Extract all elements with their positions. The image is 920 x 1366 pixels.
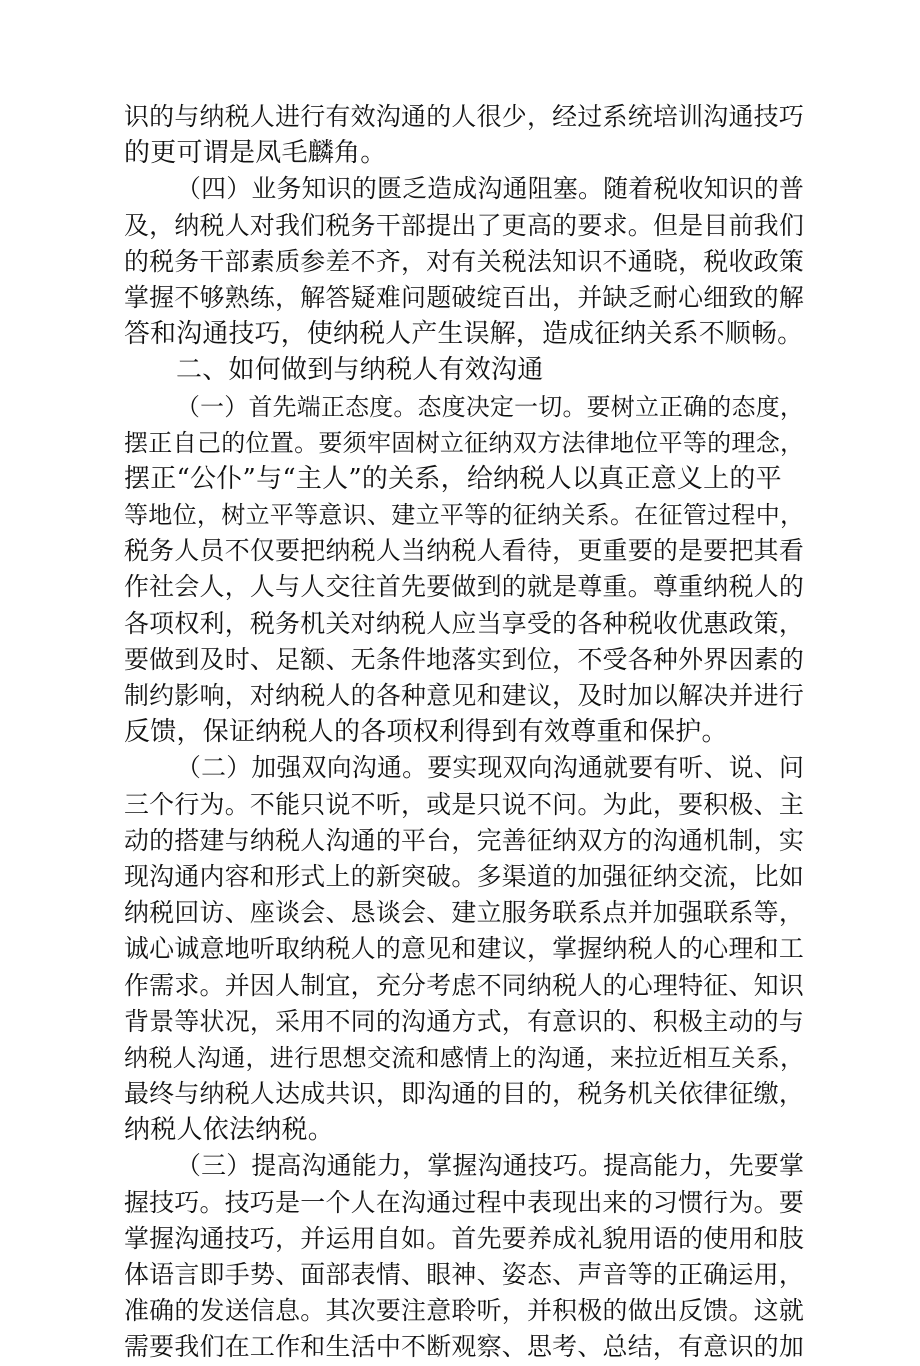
text-line: 诚心诚意地听取纳税人的意见和建议，掌握纳税人的心理和工 xyxy=(124,934,805,964)
text-line: 的更可谓是凤毛麟角。 xyxy=(124,138,387,169)
text-line: 识的与纳税人进行有效沟通的人很少，经过系统培训沟通技巧 xyxy=(124,102,805,131)
text-line: 现沟通内容和形式上的新突破。多渠道的加强征纳交流，比如 xyxy=(124,861,805,891)
paragraph-first-line: 二、如何做到与纳税人有效沟通 xyxy=(176,355,544,386)
text-line: 三个行为。不能只说不听，或是只说不问。为此，要积极、主 xyxy=(124,789,805,819)
text-line: 作需求。并因人制宜，充分考虑不同纳税人的心理特征、知识 xyxy=(124,970,805,1000)
text-line: 握技巧。技巧是一个人在沟通过程中表现出来的习惯行为。要 xyxy=(124,1187,805,1217)
text-line: 纳税人沟通，进行思想交流和感情上的沟通，来拉近相互关系， xyxy=(124,1043,805,1072)
body-text xyxy=(124,99,804,1366)
text-line: 纳税人依法纳税。 xyxy=(124,1115,335,1146)
text-line: 准确的发送信息。其次要注意聆听，并积极的做出反馈。这就 xyxy=(124,1296,805,1326)
text-line: 答和沟通技巧，使纳税人产生误解，造成征纳关系不顺畅。 xyxy=(124,319,804,350)
text-line: 动的搭建与纳税人沟通的平台，完善征纳双方的沟通机制，实 xyxy=(124,825,805,855)
text-line: 各项权利，税务机关对纳税人应当享受的各种税收优惠政策， xyxy=(124,608,805,638)
text-line: 摆正“公仆”与“主人”的关系，给纳税人以真正意义上的平 xyxy=(124,463,782,494)
text-line: 最终与纳税人达成共识，即沟通的目的，税务机关依律征缴， xyxy=(124,1079,805,1109)
paragraph-first-line: （一）首先端正态度。态度决定一切。要树立正确的态度， xyxy=(176,392,805,421)
text-line: 体语言即手势、面部表情、眼神、姿态、声音等的正确运用， xyxy=(124,1260,805,1289)
text-line: 作社会人，人与人交往首先要做到的就是尊重。尊重纳税人的 xyxy=(124,572,805,602)
paragraph-first-line: （三）提高沟通能力，掌握沟通技巧。提高能力，先要掌 xyxy=(176,1151,805,1181)
text-line: 背景等状况，采用不同的沟通方式，有意识的、积极主动的与 xyxy=(124,1006,805,1036)
text-line: 制约影响，对纳税人的各种意见和建议，及时加以解决并进行 xyxy=(124,681,805,710)
text-line: 的税务干部素质参差不齐，对有关税法知识不通晓，税收政策 xyxy=(124,246,805,276)
text-line: 要做到及时、足额、无条件地落实到位，不受各种外界因素的 xyxy=(124,644,805,674)
text-line: 掌握不够熟练，解答疑难问题破绽百出，并缺乏耐心细致的解 xyxy=(124,282,805,312)
text-line: 纳税回访、座谈会、恳谈会、建立服务联系点并加强联系等， xyxy=(124,898,805,928)
text-line: 及，纳税人对我们税务干部提出了更高的要求。但是目前我们 xyxy=(124,210,805,240)
paragraph-first-line: （二）加强双向沟通。要实现双向沟通就要有听、说、问 xyxy=(176,753,805,783)
text-line: 等地位，树立平等意识、建立平等的征纳关系。在征管过程中， xyxy=(124,501,805,530)
text-line: 反馈，保证纳税人的各项权利得到有效尊重和保护。 xyxy=(124,717,728,748)
text-line: 摆正自己的位置。要须牢固树立征纳双方法律地位平等的理念， xyxy=(124,428,805,457)
text-line: 需要我们在工作和生活中不断观察、思考、总结，有意识的加 xyxy=(124,1332,805,1362)
text-line: 税务人员不仅要把纳税人当纳税人看待，更重要的是要把其看 xyxy=(124,536,805,566)
text-line: 掌握沟通技巧，并运用自如。首先要养成礼貌用语的使用和肢 xyxy=(124,1223,805,1253)
paragraph-first-line: （四）业务知识的匮乏造成沟通阻塞。随着税收知识的普 xyxy=(176,174,805,204)
